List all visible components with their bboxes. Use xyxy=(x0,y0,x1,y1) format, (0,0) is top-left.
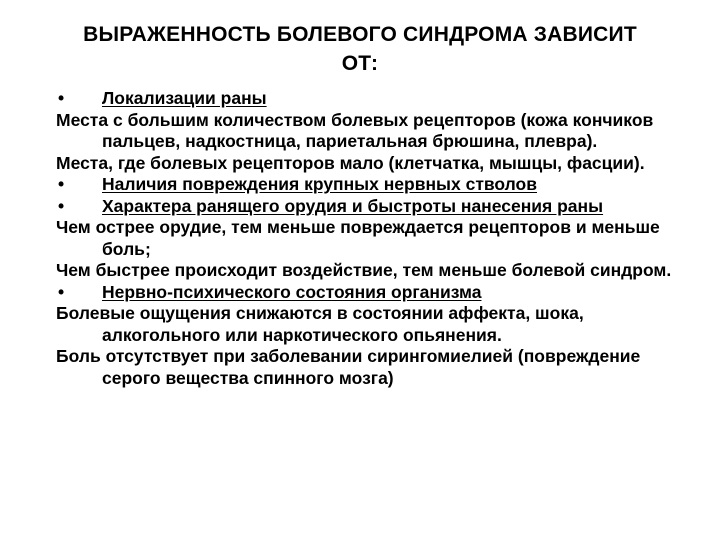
paragraph-few-receptors: Места, где болевых рецепторов мало (клетчатка, мышцы, фасции). xyxy=(56,152,645,173)
bullet-text: Локализации раны xyxy=(102,88,267,108)
bullet-icon: • xyxy=(58,174,65,194)
bullet-text: Характера ранящего орудия и быстроты нанесения раны xyxy=(102,195,604,216)
bullet-icon: • xyxy=(58,195,65,216)
bullet-item-wound-location xyxy=(56,88,696,110)
slide-title-line-2: ОТ: xyxy=(341,52,379,75)
paragraph-faster-impact: Чем быстрее происходит воздействие, тем меньше болевой синдром. xyxy=(56,260,672,280)
paragraph-affect-shock: Болевые ощущения снижаются в состоянии аффекта, шока, алкогольного или наркотического опьянения. xyxy=(56,303,584,345)
bullet-item-nerve-damage xyxy=(56,174,696,196)
bullet-item-psychological-state xyxy=(56,282,696,304)
slide-title-line-1: ВЫРАЖЕННОСТЬ БОЛЕВОГО СИНДРОМА ЗАВИСИТ xyxy=(83,23,637,46)
paragraph-many-receptors: Места с большим количеством болевых рецепторов (кожа кончиков пальцев, надкостница, париетальная брюшина, плевра). xyxy=(56,109,654,151)
slide-body xyxy=(56,88,696,389)
bullet-item-weapon-character xyxy=(56,196,696,218)
bullet-text: Нервно-психического состояния организма xyxy=(102,281,482,302)
bullet-icon: • xyxy=(58,281,65,302)
paragraph-sharper-weapon: Чем острее орудие, тем меньше повреждается рецепторов и меньше боль; xyxy=(56,217,660,259)
bullet-icon: • xyxy=(58,88,65,108)
bullet-text: Наличия повреждения крупных нервных стволов xyxy=(102,174,538,194)
paragraph-syringomyelia: Боль отсутствует при заболевании сирингомиелией (повреждение серого вещества спинного мозга) xyxy=(56,346,641,388)
slide-title xyxy=(40,20,680,78)
